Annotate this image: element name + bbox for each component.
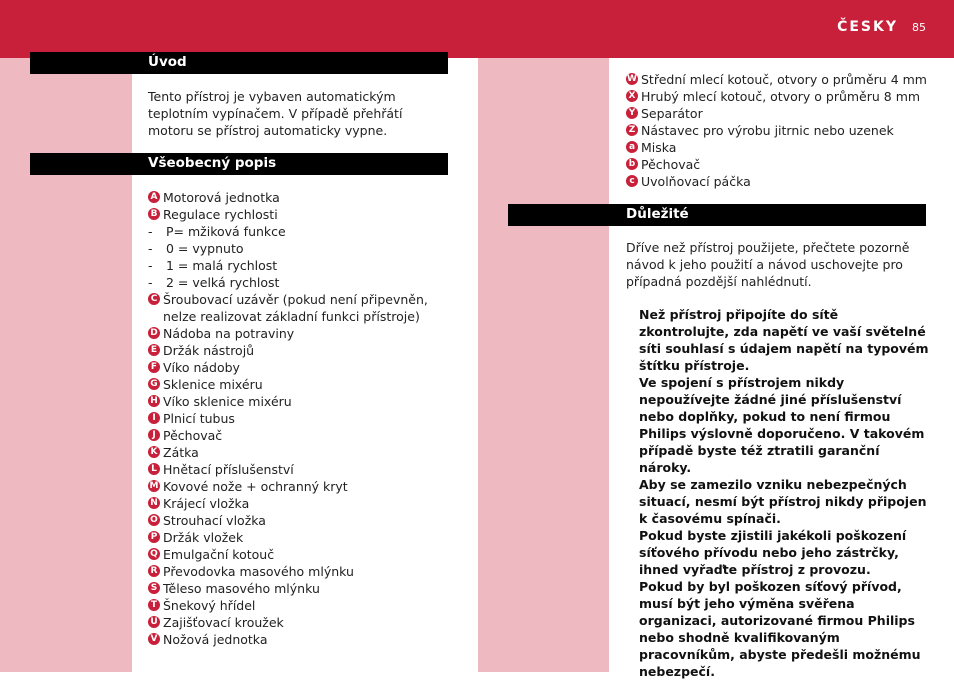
list-item: [148, 223, 448, 240]
warning-paragraph: Než přístroj připojíte do sítě zkontrolujte, zda napětí ve vaší světelné síti souhlasí s údajem napětí na typovém štítku přístroje.: [639, 307, 929, 373]
list-item: [626, 71, 936, 88]
list-item-text: Držák nástrojů: [163, 343, 255, 358]
item-letter-badge: Q: [148, 548, 160, 560]
language-label: ČESKY: [837, 19, 898, 35]
item-letter-badge: V: [148, 633, 160, 645]
item-letter-badge: M: [149, 481, 159, 491]
list-item: [148, 546, 448, 563]
list-item-text: Pěchovač: [641, 157, 701, 172]
item-letter-badge: J: [148, 429, 160, 441]
item-letter-badge: G: [148, 378, 160, 390]
list-item: [148, 580, 448, 597]
item-letter-badge: b: [626, 158, 638, 170]
section-title-uvod: Úvod: [144, 54, 446, 72]
list-item-text: Hrubý mlecí kotouč, otvory o průměru 8 mm: [641, 89, 921, 104]
item-letter-badge: S: [148, 582, 160, 594]
list-item: [148, 291, 448, 325]
list-item: [148, 597, 448, 614]
list-item: [148, 563, 448, 580]
warning-paragraph: Aby se zamezilo vzniku nebezpečných situací, nesmí být přístroj nikdy připojen k časovému spínači.: [639, 477, 927, 526]
list-item: [148, 461, 448, 478]
dulezite-intro: Dříve než přístroj použijete, přečtete pozorně návod k jeho použití a návod uschovejte pro případná pozdější nahlédnutí.: [626, 240, 910, 289]
section-header-uvod: [30, 52, 448, 74]
list-item: [626, 156, 936, 173]
list-item-text: Zátka: [163, 445, 199, 460]
list-item: [626, 122, 936, 139]
list-item-text: 0 = vypnuto: [166, 241, 244, 256]
list-item-text: Víko sklenice mixéru: [163, 394, 292, 409]
list-item: [148, 410, 448, 427]
list-item-text: 2 = velká rychlost: [166, 275, 280, 290]
list-item: [148, 274, 448, 291]
right-margin-band: [478, 58, 609, 672]
list-item: [148, 495, 448, 512]
parts-list-right: [626, 71, 936, 190]
list-item: [626, 139, 936, 156]
list-item: [148, 444, 448, 461]
page-number: 85: [912, 21, 926, 34]
item-letter-badge: a: [626, 141, 638, 153]
list-item: [148, 325, 448, 342]
item-letter-badge: R: [148, 565, 160, 577]
item-letter-badge: I: [148, 412, 160, 424]
left-margin-band: [0, 58, 132, 672]
list-item-text: Regulace rychlosti: [163, 207, 278, 222]
list-dash: -: [148, 241, 153, 256]
list-item-text: Uvolňovací páčka: [641, 174, 751, 189]
list-item: [148, 257, 448, 274]
list-item: [148, 512, 448, 529]
list-item: [148, 478, 448, 495]
dulezite-warnings: [639, 306, 929, 680]
list-item-text: 1 = malá rychlost: [166, 258, 278, 273]
warning-paragraph: Pokud by byl poškozen síťový přívod, musí být jeho výměna svěřena organizaci, autorizované firmou Philips nebo shodně kvalifikovaným pracovníkům, abyste předešli možnému nebezpečí.: [639, 579, 921, 679]
top-banner: [0, 0, 954, 58]
item-letter-badge: K: [148, 446, 160, 458]
item-letter-badge: L: [148, 463, 160, 475]
list-item: [148, 359, 448, 376]
list-item-text: Motorová jednotka: [163, 190, 280, 205]
list-item: [148, 631, 448, 648]
section-title-dulezite: Důležité: [622, 206, 924, 224]
list-item: [148, 529, 448, 546]
list-item-text: Víko nádoby: [163, 360, 240, 375]
parts-list-left: [148, 189, 448, 648]
list-item-text: Miska: [641, 140, 677, 155]
uvod-paragraph: Tento přístroj je vybaven automatickým teplotním vypínačem. V případě přehřátí motoru se přístroj automaticky vypne.: [148, 89, 403, 138]
list-item-text: Držák vložek: [163, 530, 244, 545]
list-item: [626, 105, 936, 122]
list-item-text: Strouhací vložka: [163, 513, 266, 528]
list-item: [148, 240, 448, 257]
item-letter-badge: B: [148, 208, 160, 220]
warning-paragraph: Pokud byste zjistili jakékoli poškození síťového přívodu nebo jeho zástrčky, ihned vyřaďte přístroj z provozu.: [639, 528, 907, 577]
list-item-text: Střední mlecí kotouč, otvory o průměru 4 mm: [641, 72, 927, 87]
list-item-text: Plnicí tubus: [163, 411, 235, 426]
item-letter-badge: C: [148, 293, 160, 305]
list-item: [148, 393, 448, 410]
list-item: [148, 189, 448, 206]
list-item-text: Pěchovač: [163, 428, 223, 443]
list-item-text: Krájecí vložka: [163, 496, 250, 511]
item-letter-badge: A: [148, 191, 160, 203]
section-title-popis: Všeobecný popis: [144, 155, 446, 173]
item-letter-badge: Z: [626, 124, 638, 136]
list-item-text: Kovové nože + ochranný kryt: [163, 479, 348, 494]
list-item-text: Nožová jednotka: [163, 632, 268, 647]
section-header-popis: [30, 153, 448, 175]
list-item-text: P= mžiková funkce: [166, 224, 286, 239]
list-item-text: Separátor: [641, 106, 703, 121]
item-letter-badge: E: [148, 344, 160, 356]
item-letter-badge: N: [148, 497, 160, 509]
item-letter-badge: O: [148, 514, 160, 526]
list-item: [148, 376, 448, 393]
item-letter-badge: T: [148, 599, 160, 611]
list-item-text: Těleso masového mlýnku: [163, 581, 320, 596]
list-item: [148, 206, 448, 223]
list-item-text: Nádoba na potraviny: [163, 326, 295, 341]
list-dash: -: [148, 258, 153, 273]
list-item: [148, 342, 448, 359]
list-item: [626, 173, 936, 190]
list-item-text: Emulgační kotouč: [163, 547, 275, 562]
item-letter-badge: c: [626, 175, 638, 187]
item-letter-badge: W: [627, 74, 637, 84]
list-item-text: Převodovka masového mlýnku: [163, 564, 354, 579]
list-item: [148, 427, 448, 444]
list-item: [148, 614, 448, 631]
item-letter-badge: Y: [626, 107, 638, 119]
list-item-text: Hnětací příslušenství: [163, 462, 294, 477]
item-letter-badge: U: [148, 616, 160, 628]
list-item-text: Šroubovací uzávěr (pokud není připevněn, nelze realizovat základní funkci přístroje): [163, 292, 428, 324]
item-letter-badge: P: [148, 531, 160, 543]
list-item-text: Nástavec pro výrobu jitrnic nebo uzenek: [641, 123, 894, 138]
list-item-text: Sklenice mixéru: [163, 377, 263, 392]
section-header-dulezite: [508, 204, 926, 226]
item-letter-badge: X: [626, 90, 638, 102]
list-dash: -: [148, 224, 153, 239]
item-letter-badge: F: [148, 361, 160, 373]
item-letter-badge: D: [148, 327, 160, 339]
list-item: [626, 88, 936, 105]
list-item-text: Šnekový hřídel: [163, 598, 256, 613]
list-dash: -: [148, 275, 153, 290]
list-item-text: Zajišťovací kroužek: [163, 615, 284, 630]
item-letter-badge: H: [148, 395, 160, 407]
warning-paragraph: Ve spojení s přístrojem nikdy nepoužívejte žádné jiné příslušenství nebo doplňky, pokud to není firmou Philips výslovně doporučeno. V takovém případě byste též ztratili garanční nároky.: [639, 375, 925, 475]
